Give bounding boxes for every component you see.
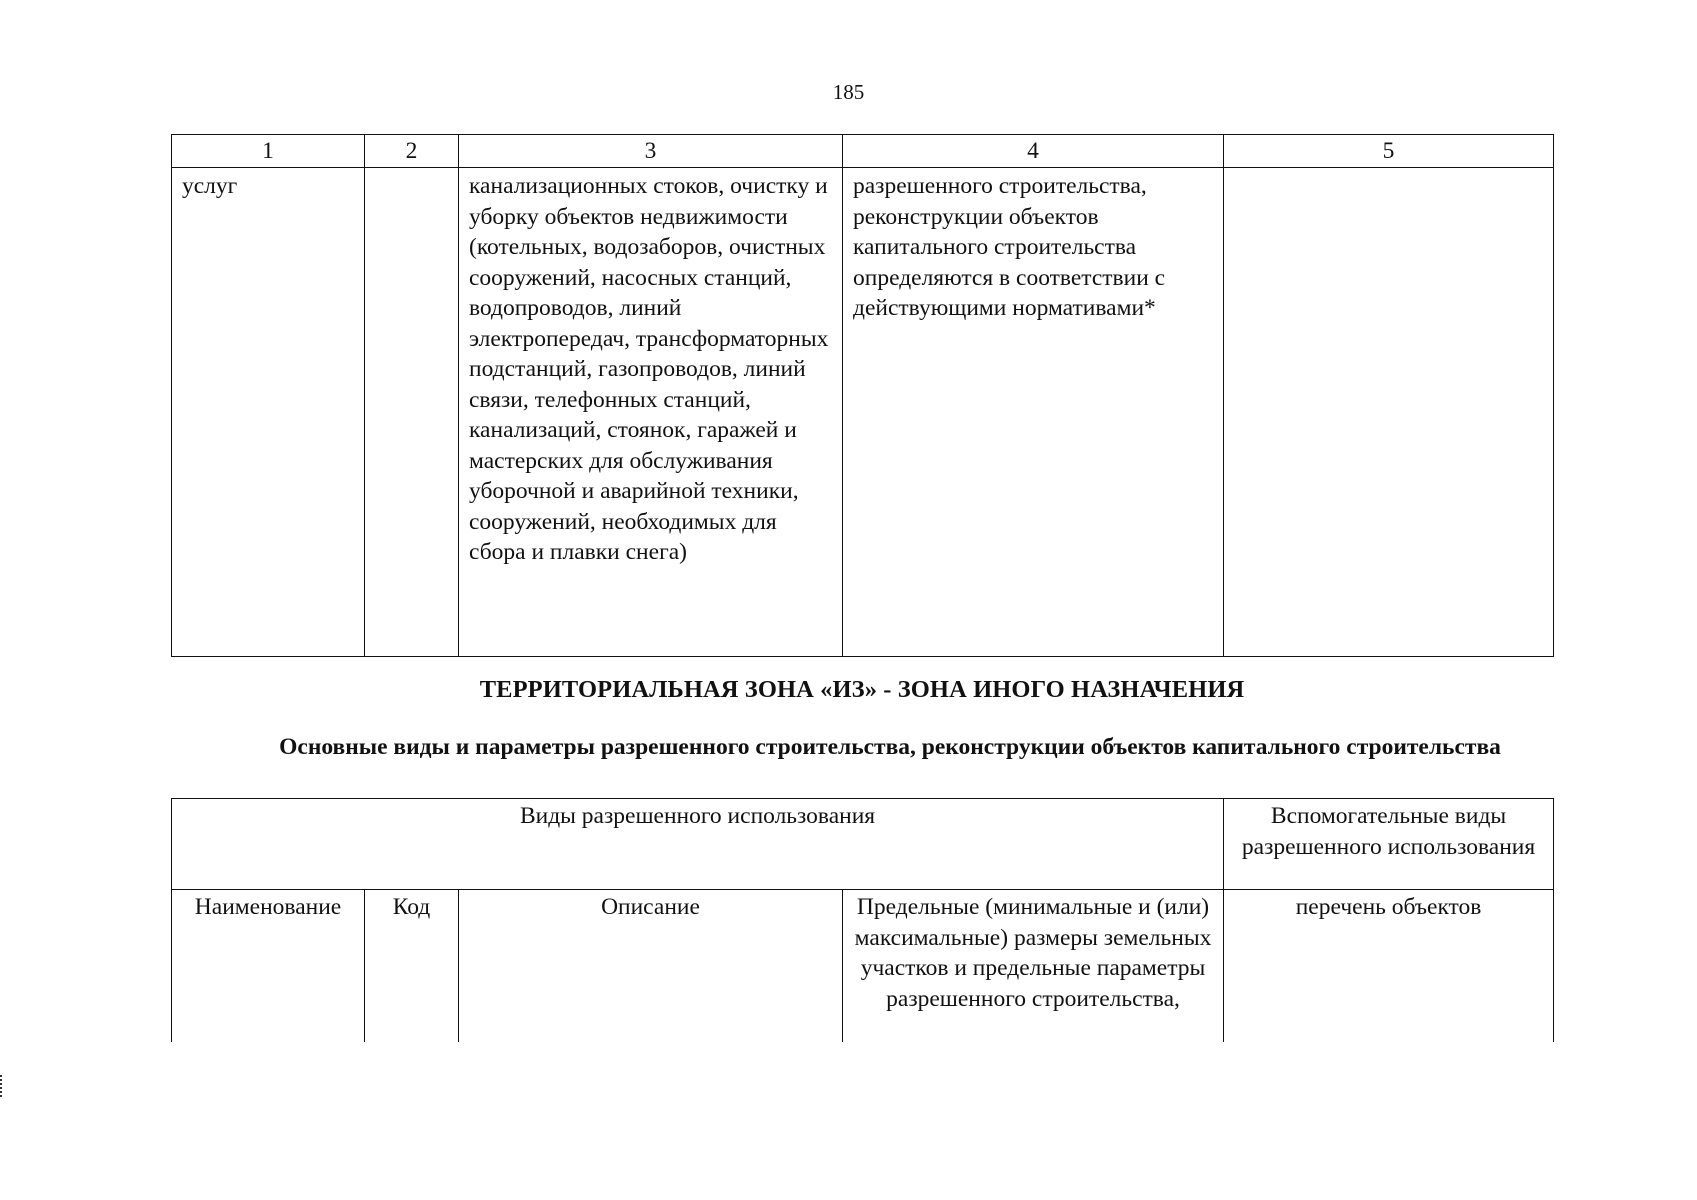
table-row [172,168,1554,657]
cell-limits: разрешенного строительства, реконструкции объектов капитального строительства определяются в соответствии с действующими нормативами* [843,168,1224,657]
continued-table [171,134,1554,657]
cell-code [365,168,459,657]
header-code: Код [365,890,459,1043]
cell-objects [1224,168,1554,657]
column-number-row [172,135,1554,168]
group-header-row [172,799,1554,890]
section-title: Основные виды и параметры разрешенного строительства, реконструкции объектов капитального строительства [279,734,1501,760]
column-number-2: 2 [365,135,459,168]
group-header-cell: Виды разрешенного использования [172,799,1224,890]
aux-header-cell: Вспомогательные виды разрешенного использования [1224,799,1554,890]
header-objects: перечень объектов [1224,890,1554,1043]
column-number-4: 4 [843,135,1224,168]
zone-title: ТЕРРИТОРИАЛЬНАЯ ЗОНА «ИЗ» - ЗОНА ИНОГО НАЗНАЧЕНИЯ [479,676,1245,703]
scan-edge-mark [0,1075,5,1097]
cell-name: услуг [172,168,365,657]
header-description: Описание [459,890,843,1043]
column-header-row [172,890,1554,1043]
column-number-1: 1 [172,135,365,168]
header-name: Наименование [172,890,365,1043]
cell-description: канализационных стоков, очистку и уборку объектов недвижимости (котельных, водозаборов, очистных сооружений, насосных станций, водопроводов, линий электропередач, трансформаторных подстанций, газопроводов, линий связи, телефонных станций, канализаций, стоянок, гаражей и мастерских для обслуживания уборочной и аварийной техники, сооружений, необходимых для сбора и плавки снега) [459,168,843,657]
column-number-3: 3 [459,135,843,168]
page-number: 185 [832,80,865,104]
column-number-5: 5 [1224,135,1554,168]
header-limits: Предельные (минимальные и (или) максимальные) размеры земельных участков и предельные параметры разрешенного строительства, [843,890,1224,1043]
main-table [171,798,1554,1042]
